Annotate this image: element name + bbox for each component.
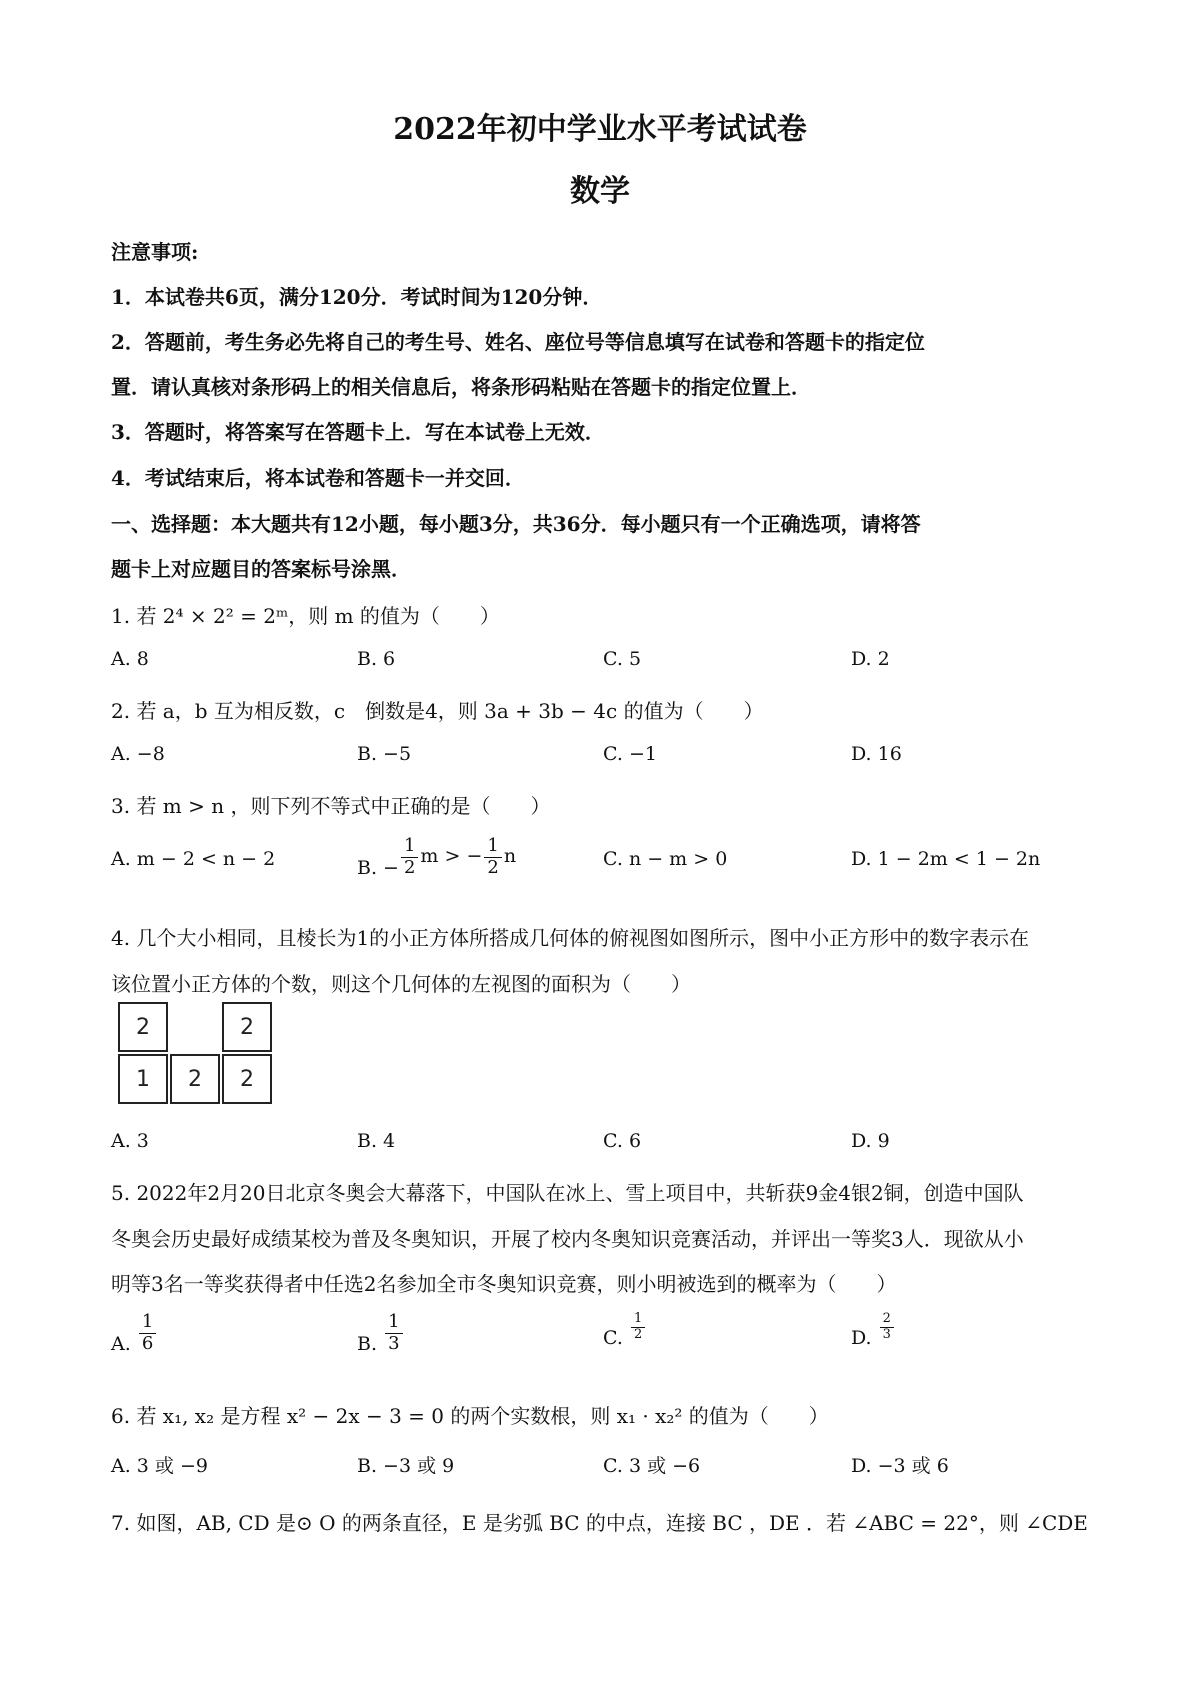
grid-cell: 1 — [118, 1054, 168, 1104]
section-heading: 一、选择题：本大题共有12小题，每小题3分，共36分．每小题只有一个正确选项，请将答 — [111, 512, 921, 536]
option-label: B. — [357, 1333, 378, 1356]
question-5-cont: 冬奥会历史最好成绩某校为普及冬奥知识，开展了校内冬奥知识竞赛活动，并评出一等奖3人．现欲从小 — [111, 1227, 1024, 1251]
option-a — [111, 1312, 158, 1354]
numerator: 1 — [631, 1312, 645, 1328]
denominator: 3 — [882, 1326, 891, 1342]
fraction — [880, 1312, 894, 1343]
question-4-options — [111, 1130, 1101, 1170]
option-c: C. −1 — [603, 743, 657, 765]
option-a: A. m − 2 < n − 2 — [111, 848, 276, 870]
grid-cell: 2 — [170, 1054, 220, 1104]
option-c: C. 6 — [603, 1130, 642, 1152]
fraction — [631, 1312, 645, 1343]
denominator: 2 — [403, 856, 416, 878]
question-5-options — [111, 1312, 1101, 1368]
option-d: D. 2 — [851, 648, 890, 670]
option-label: D. — [851, 1327, 872, 1350]
option-label: C. — [603, 1327, 623, 1350]
notes-heading: 注意事项: — [111, 240, 199, 264]
top-view-grid — [118, 1002, 278, 1108]
option-b: B. −5 — [357, 743, 412, 765]
question-1: 1. 若 2⁴ × 2² = 2ᵐ，则 m 的值为（ ） — [111, 604, 500, 628]
option-b: B. 4 — [357, 1130, 396, 1152]
option-c: C. 5 — [603, 648, 642, 670]
grid-cell: 2 — [118, 1002, 168, 1052]
numerator: 1 — [385, 1312, 402, 1334]
denominator: 3 — [388, 1332, 400, 1354]
question-5-cont: 明等3名一等奖获得者中任选2名参加全市冬奥知识竞赛，则小明被选到的概率为（ ） — [111, 1272, 897, 1296]
grid-cell: 2 — [222, 1002, 272, 1052]
question-2-options — [111, 743, 1101, 783]
numerator: 1 — [484, 836, 501, 858]
option-b-mid: m > − — [420, 845, 483, 868]
note-item: 置．请认真核对条形码上的相关信息后，将条形码粘贴在答题卡的指定位置上． — [111, 375, 811, 399]
numerator: 1 — [139, 1312, 156, 1334]
fraction — [401, 836, 418, 878]
note-item: 3．答题时，将答案写在答题卡上．写在本试卷上无效． — [111, 420, 605, 444]
numerator: 2 — [880, 1312, 894, 1328]
option-a: A. 8 — [111, 648, 149, 670]
section-heading-cont: 题卡上对应题目的答案标号涂黑． — [111, 557, 411, 581]
option-b — [357, 836, 516, 878]
note-item: 4．考试结束后，将本试卷和答题卡一并交回． — [111, 466, 525, 490]
option-a: A. −8 — [111, 743, 165, 765]
option-b — [357, 1312, 405, 1354]
option-b: B. −3 或 9 — [357, 1455, 455, 1477]
question-3-options — [111, 836, 1101, 892]
option-b-label: B. − — [357, 857, 399, 880]
option-d — [851, 1311, 896, 1350]
question-2: 2. 若 a，b 互为相反数，c 倒数是4，则 3a + 3b − 4c 的值为（ ） — [111, 699, 764, 723]
grid-cell: 2 — [222, 1054, 272, 1104]
option-d: D. 16 — [851, 743, 902, 765]
fraction — [139, 1312, 156, 1354]
fraction — [385, 1312, 402, 1354]
exam-subject: 数学 — [570, 174, 630, 209]
fraction — [484, 836, 501, 878]
option-a: A. 3 — [111, 1130, 149, 1152]
exam-title: 2022年初中学业水平考试试卷 — [393, 112, 807, 147]
note-item: 1．本试卷共6页，满分120分．考试时间为120分钟． — [111, 285, 603, 309]
question-6: 6. 若 x₁, x₂ 是方程 x² − 2x − 3 = 0 的两个实数根，则 x₁ · x₂² 的值为（ ） — [111, 1404, 829, 1428]
question-6-options — [111, 1451, 1101, 1491]
question-7: 7. 如图，AB, CD 是⊙ O 的两条直径，E 是劣弧 BC 的中点，连接 BC ，DE ．若 ∠ABC = 22°，则 ∠CDE — [111, 1511, 1088, 1535]
question-4: 4. 几个大小相同，且棱长为1的小正方体所搭成几何体的俯视图如图所示，图中小正方形中的数字表示在 — [111, 926, 1030, 950]
numerator: 1 — [401, 836, 418, 858]
question-1-options — [111, 648, 1101, 688]
question-5: 5. 2022年2月20日北京冬奥会大幕落下，中国队在冰上、雪上项目中，共斩获9金4银2铜，创造中国队 — [111, 1181, 1024, 1205]
option-d: D. −3 或 6 — [851, 1455, 949, 1477]
option-d: D. 9 — [851, 1130, 890, 1152]
question-3: 3. 若 m > n ，则下列不等式中正确的是（ ） — [111, 794, 551, 818]
option-a: A. 3 或 −9 — [111, 1455, 208, 1477]
option-b: B. 6 — [357, 648, 396, 670]
denominator: 2 — [487, 856, 499, 878]
option-c — [603, 1311, 647, 1350]
option-d: D. 1 − 2m < 1 − 2n — [851, 848, 1041, 870]
note-item: 2．答题前，考生务必先将自己的考生号、姓名、座位号等信息填写在试卷和答题卡的指定位 — [111, 330, 925, 354]
option-label: A. — [111, 1333, 131, 1356]
question-4-cont: 该位置小正方体的个数，则这个几何体的左视图的面积为（ ） — [111, 972, 691, 996]
denominator: 2 — [633, 1326, 643, 1342]
denominator: 6 — [141, 1332, 154, 1354]
option-b-end: n — [503, 845, 517, 868]
option-c: C. n − m > 0 — [603, 848, 728, 870]
option-c: C. 3 或 −6 — [603, 1455, 701, 1477]
